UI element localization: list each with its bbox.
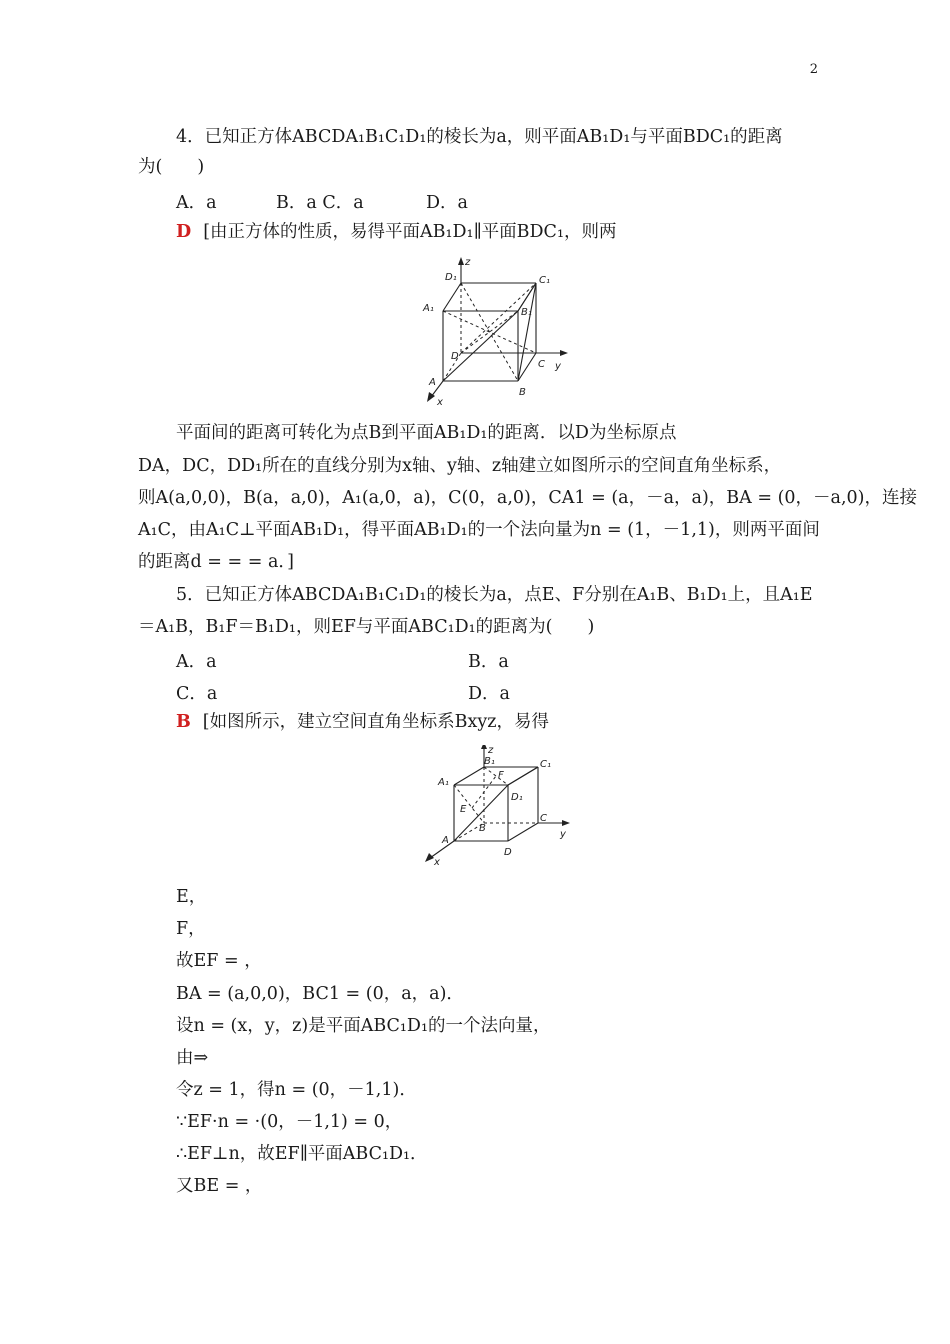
cube-figure-1 bbox=[415, 255, 575, 405]
work-line-7: 令z = 1，得n = (0，－1,1)． bbox=[176, 1080, 417, 1100]
q4-stem-line2: 为( ) bbox=[138, 157, 205, 177]
fig1-label-c1: C₁ bbox=[539, 275, 550, 286]
fig1-label-a1: A₁ bbox=[423, 303, 434, 314]
q5-solution-text: [如图所示，建立空间直角坐标系Bxyz，易得 bbox=[202, 712, 549, 732]
fig2-label-f: F bbox=[498, 770, 504, 781]
page-number: 2 bbox=[809, 62, 818, 77]
work-line-3: 故EF = ， bbox=[176, 951, 262, 971]
fig2-label-b1: B₁ bbox=[484, 756, 495, 767]
q4-solution-line3: DA，DC，DD₁所在的直线分别为x轴、y轴、z轴建立如图所示的空间直角坐标系， bbox=[138, 456, 782, 476]
cube-figure-2 bbox=[420, 745, 580, 870]
fig2-label-a: A bbox=[442, 835, 449, 846]
q4-stem-line1: 4．已知正方体ABCDA₁B₁C₁D₁的棱长为a，则平面AB₁D₁与平面BDC₁的距离 bbox=[176, 127, 783, 147]
work-line-9: ∴EF⊥n，故EF∥平面ABC₁D₁． bbox=[176, 1144, 428, 1164]
fig2-label-e: E bbox=[460, 804, 467, 815]
fig1-label-z: z bbox=[465, 257, 471, 268]
work-line-6: 由⇒ bbox=[176, 1048, 209, 1068]
q4-solution-line6: 的距离d = = = a．] bbox=[138, 552, 294, 572]
q5-stem-line2: ＝A₁B，B₁F＝B₁D₁，则EF与平面ABC₁D₁的距离为( ) bbox=[138, 617, 595, 637]
fig1-label-a: A bbox=[429, 377, 436, 388]
work-line-5: 设n = (x，y，z)是平面ABC₁D₁的一个法向量， bbox=[176, 1016, 551, 1036]
q4-solution-line1 bbox=[176, 221, 616, 243]
fig1-label-d1: D₁ bbox=[445, 272, 457, 283]
work-line-2: F， bbox=[176, 919, 206, 939]
fig2-label-d: D bbox=[504, 847, 512, 858]
fig2-label-c1: C₁ bbox=[540, 759, 551, 770]
fig1-label-d: D bbox=[451, 351, 459, 362]
q4-solution-line2: 平面间的距离可转化为点B到平面AB₁D₁的距离．以D为坐标原点 bbox=[176, 423, 677, 443]
fig1-label-x: x bbox=[437, 397, 443, 405]
q5-stem-line1: 5．已知正方体ABCDA₁B₁C₁D₁的棱长为a，点E、F分别在A₁B、B₁D₁上，且A₁E bbox=[176, 585, 813, 605]
q5-option-d: D．a bbox=[468, 684, 510, 704]
fig2-label-x: x bbox=[434, 857, 440, 868]
fig2-label-b: B bbox=[479, 823, 486, 834]
q4-solution-text: [由正方体的性质，易得平面AB₁D₁∥平面BDC₁，则两 bbox=[203, 222, 617, 242]
fig2-label-c: C bbox=[540, 813, 547, 824]
q4-option-a: A．a bbox=[176, 193, 217, 213]
q4-solution-line4: 则A(a,0,0)，B(a，a,0)，A₁(a,0，a)，C(0，a,0)，CA1 = (a，－a，a)，BA = (0，－a,0)，连接 bbox=[138, 488, 917, 508]
work-line-4: BA = (a,0,0)，BC1 = (0，a，a)． bbox=[176, 984, 464, 1004]
fig1-label-b1: B₁ bbox=[521, 307, 532, 318]
fig2-label-z: z bbox=[488, 745, 494, 756]
q5-option-c: C．a bbox=[176, 684, 218, 704]
q5-option-a: A．a bbox=[176, 652, 217, 672]
q4-option-bc: B．a C．a bbox=[276, 193, 364, 213]
fig2-label-a1: A₁ bbox=[438, 777, 449, 788]
work-line-1: E， bbox=[176, 887, 207, 907]
q4-answer: D bbox=[176, 222, 192, 242]
q5-answer: B bbox=[176, 712, 191, 732]
fig2-label-y: y bbox=[560, 829, 566, 840]
work-line-8: ∵EF·n = ·(0，－1,1) = 0， bbox=[176, 1112, 403, 1132]
fig1-label-c: C bbox=[538, 359, 545, 370]
q4-solution-line5: A₁C，由A₁C⊥平面AB₁D₁，得平面AB₁D₁的一个法向量为n = (1，－1,1)，则两平面间 bbox=[138, 520, 820, 540]
work-line-10: 又BE = ， bbox=[176, 1176, 263, 1196]
fig2-label-d1: D₁ bbox=[511, 792, 523, 803]
fig1-label-b: B bbox=[519, 387, 526, 398]
q5-solution-line1 bbox=[176, 711, 549, 733]
q4-option-d: D．a bbox=[426, 193, 468, 213]
q5-option-b: B．a bbox=[468, 652, 509, 672]
fig1-label-y: y bbox=[555, 361, 561, 372]
